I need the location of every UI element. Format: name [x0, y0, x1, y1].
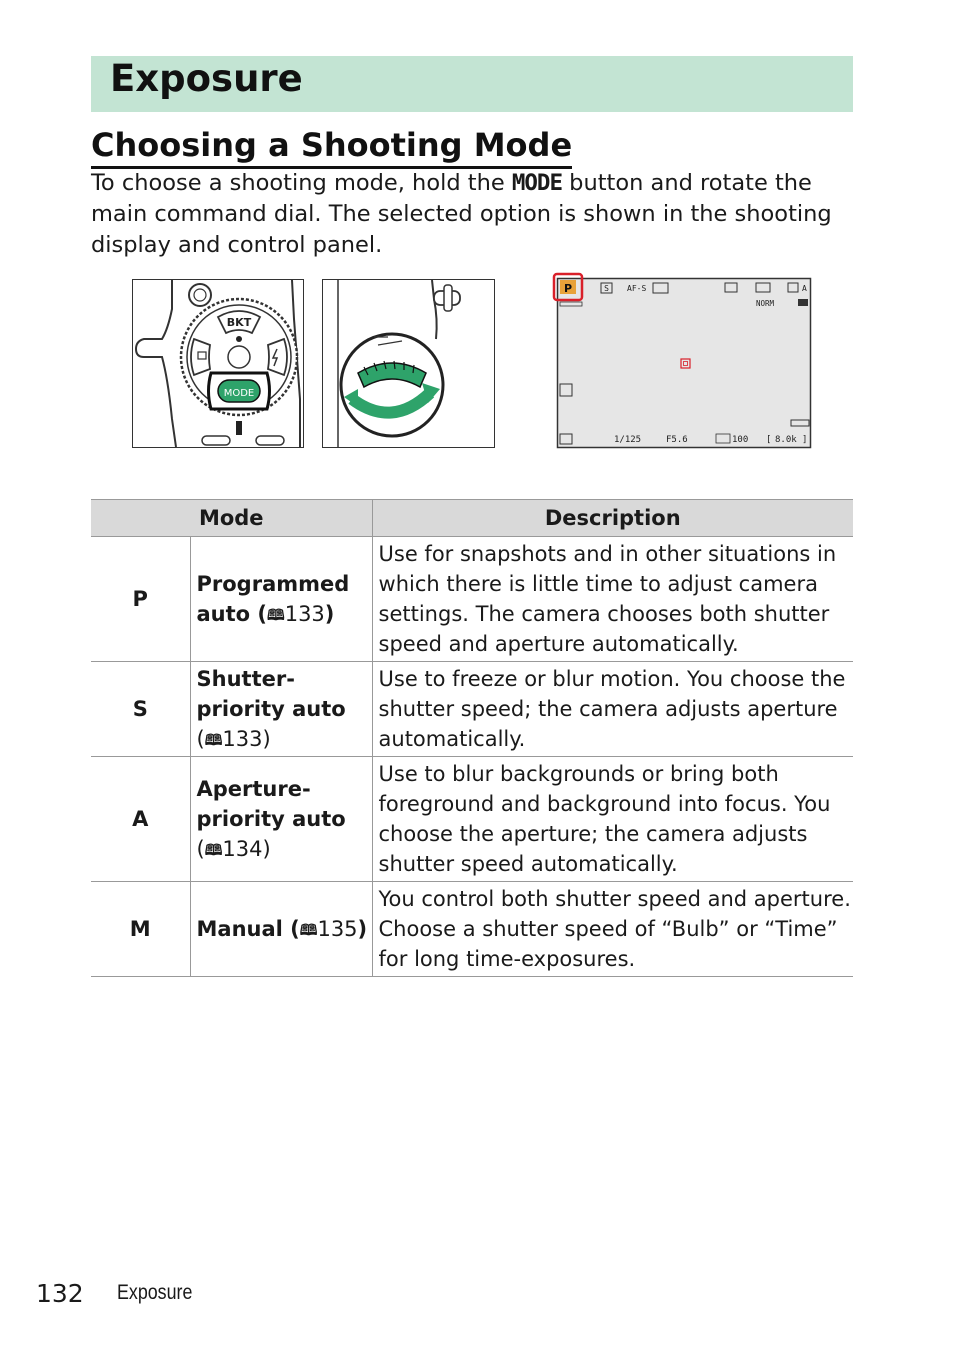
mode-letter: A — [91, 757, 190, 882]
display-mode: P — [563, 282, 573, 295]
mode-column-header: Mode — [91, 500, 372, 537]
table-row — [91, 882, 853, 977]
mode-letter: P — [91, 537, 190, 662]
display-iso: 100 — [732, 435, 749, 445]
book-icon: 🕮 — [204, 840, 223, 859]
mode-description: Use for snapshots and in other situations in which there is little time to adjust camera settings. The camera chooses both shutter speed and aperture automatically. — [372, 537, 853, 662]
subsection-title: Choosing a Shooting Mode — [91, 124, 572, 169]
ref-open: ( — [250, 601, 268, 626]
mode-name-cell — [190, 537, 372, 662]
table-header-row — [91, 500, 853, 537]
mode-description: Use to freeze or blur motion. You choose the shutter speed; the camera adjusts aperture automatically. — [372, 662, 853, 757]
book-icon: 🕮 — [204, 730, 223, 749]
display-wb: A — [802, 284, 807, 293]
camera-mode-button-illustration — [132, 279, 304, 448]
book-icon: 🕮 — [299, 920, 318, 939]
ref-open: ( — [196, 836, 205, 861]
ref-close: ) — [324, 601, 335, 626]
page-ref[interactable]: 135 — [317, 916, 358, 941]
mode-button-glyph: MODE — [511, 170, 563, 196]
mode-description: Use to blur backgrounds or bring both foreground and background into focus. You choose the aperture; the camera adjusts shutter speed automatically. — [372, 757, 853, 882]
ref-open: ( — [282, 916, 300, 941]
page-number: 132 — [36, 1279, 84, 1308]
footer-section-label: Exposure — [117, 1281, 193, 1304]
section-header — [91, 56, 853, 112]
mode-name: Aperture-priority auto — [196, 776, 346, 831]
bkt-label: BKT — [226, 316, 252, 329]
intro-paragraph — [91, 168, 861, 261]
shooting-mode-table — [91, 499, 853, 977]
table-row — [91, 662, 853, 757]
svg-text:]: ] — [802, 435, 808, 445]
mode-name: Shutter-priority auto — [196, 666, 346, 721]
mode-description: You control both shutter speed and aperture. Choose a shutter speed of “Bulb” or “Time” for long time-exposures. — [372, 882, 853, 977]
display-af: S — [604, 284, 609, 293]
description-column-header: Description — [372, 500, 853, 537]
shooting-display-illustration — [552, 272, 814, 450]
mode-name: Manual — [196, 916, 283, 941]
display-quality: NORM — [756, 299, 775, 308]
mode-name-cell — [190, 662, 372, 757]
display-shutter: 1/125 — [614, 435, 642, 445]
mode-name-cell — [190, 757, 372, 882]
section-title: Exposure — [110, 57, 303, 100]
mode-letter: S — [91, 662, 190, 757]
mode-letter: M — [91, 882, 190, 977]
mode-name-cell — [190, 882, 372, 977]
display-aperture: F5.6 — [666, 435, 688, 445]
book-icon: 🕮 — [267, 605, 285, 624]
intro-text-before: To choose a shooting mode, hold the — [91, 170, 512, 196]
ref-close: ) — [262, 726, 271, 751]
page-ref[interactable]: 134 — [222, 836, 263, 861]
table-row — [91, 537, 853, 662]
command-dial-illustration — [322, 279, 495, 448]
ref-close: ) — [262, 836, 271, 861]
page-ref[interactable]: 133 — [284, 601, 325, 626]
intro-text-after: button and rotate the main command dial. The selected option is shown in the shooting display and control panel. — [91, 170, 832, 258]
display-frames: 8.0k — [775, 435, 797, 445]
svg-text:[: [ — [766, 435, 772, 445]
mode-button-label: MODE — [223, 388, 255, 399]
display-area: AF-S — [627, 284, 647, 293]
ref-close: ) — [357, 916, 368, 941]
ref-open: ( — [196, 726, 205, 751]
page-ref[interactable]: 133 — [222, 726, 263, 751]
table-row — [91, 757, 853, 882]
mode-name: Programmed auto — [196, 571, 350, 626]
